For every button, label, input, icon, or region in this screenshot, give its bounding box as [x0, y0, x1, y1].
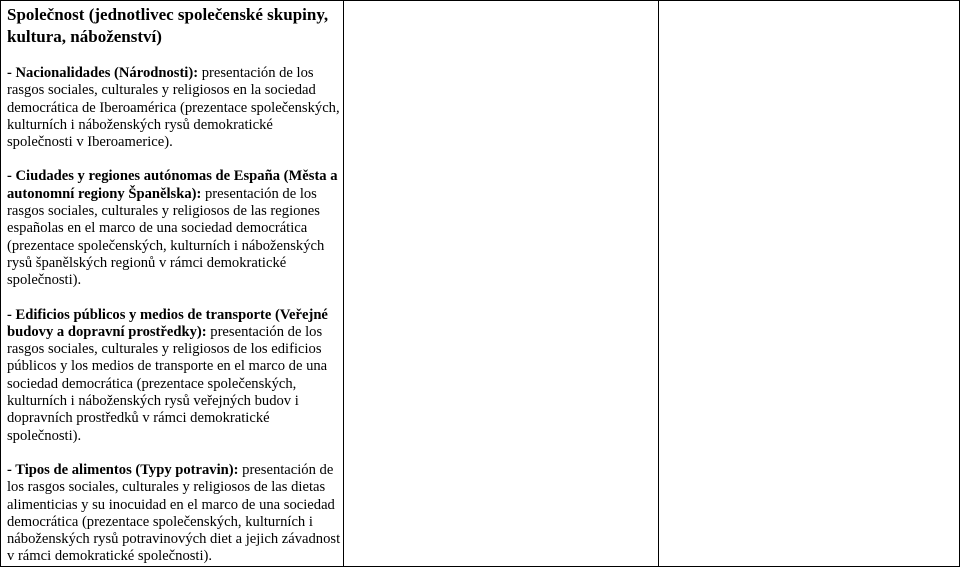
entry-text: presentación de los rasgos sociales, culturales y religiosos en la sociedad democrática de Iberoamérica (prezentace společenských, kulturních i náboženských rysů demokratické společnosti v Iberoamerice).	[7, 65, 340, 151]
entry-edificios	[7, 307, 342, 445]
entry-text: presentación de los rasgos sociales, culturales y religiosos de las dietas alimenticias y su inocuidad en el marco de una sociedad democrática (prezentace společenských, kulturních i náboženských rysů potravinových diet a jejich závadnost v rámci demokratické společnosti).	[7, 461, 341, 565]
entry-nacionalidades	[7, 65, 342, 151]
entry-heading: - Ciudades y regiones autónomas de España (Města a autonomní regiony Španělska):	[7, 168, 338, 202]
section-heading: Společnost (jednotlivec společenské skupiny, kultura, náboženství)	[7, 5, 329, 46]
table-border-left	[0, 0, 1, 567]
entry-text: presentación de los rasgos sociales, culturales y religiosos de los edificios públicos y los medios de transporte en el marco de una sociedad democrática (prezentace společenských, kulturních i náboženských rysů veřejných budov i dopravních prostředků v rámci demokratické společnosti).	[7, 323, 328, 444]
entry-alimentos	[7, 462, 342, 566]
entry-heading: - Nacionalidades (Národnosti):	[7, 65, 199, 81]
entry-heading: - Edificios públicos y medios de transporte (Veřejné budovy a dopravní prostředky):	[7, 306, 328, 340]
column-divider-1	[343, 0, 344, 567]
entry-text: presentación de los rasgos sociales, culturales y religiosos de las regiones españolas en el marco de una sociedad democrática (prezentace společenských, kulturních i náboženských rysů španělských regionů v rámci demokratické společnosti).	[7, 185, 325, 289]
entry-ciudades	[7, 168, 342, 289]
society-column	[7, 4, 342, 583]
column-divider-2	[658, 0, 659, 567]
entry-heading: - Tipos de alimentos (Typy potravin):	[7, 461, 239, 478]
table-border-top	[0, 0, 960, 1]
